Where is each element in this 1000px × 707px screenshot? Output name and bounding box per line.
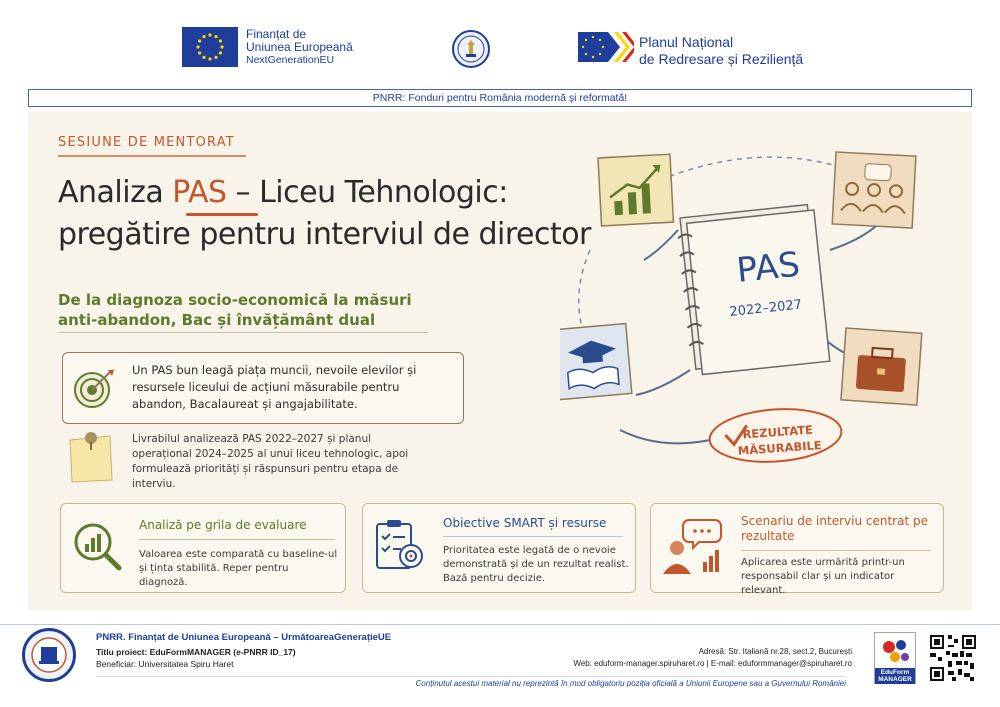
logo-label-line1: EduForm [880, 669, 910, 676]
pnrr-logo-icon [578, 30, 634, 64]
footer-project: Titlu proiect: EduFormMANAGER (e-PNRR ID_17) [96, 647, 296, 657]
title-highlight-underline [186, 213, 258, 216]
eu-line2: Uniunea Europeană [246, 40, 353, 54]
card-divider [139, 539, 335, 540]
title-line2: pregătire pentru interviul de director [58, 217, 591, 252]
person-speech-chart-icon [659, 516, 729, 578]
subtitle-line2: anti-abandon, Bac și învățământ dual [58, 311, 376, 329]
card-text: Valoarea este comparată cu baseline-ul și ținta stabilită. Reper pentru diagnoză. [139, 549, 338, 588]
romania-government-seal-icon [452, 30, 490, 68]
subtitle-line1: De la diagnoza socio-economică la măsuri [58, 291, 412, 309]
header-logos [0, 0, 1000, 86]
card-divider [741, 550, 931, 551]
target-icon [70, 364, 118, 412]
footer-beneficiary: Beneficiar: Universitatea Spiru Haret [96, 659, 234, 669]
card-title: Obiective SMART și resurse [443, 516, 607, 530]
pnrr-line1: Planul Național [639, 34, 734, 50]
kicker-underline [58, 155, 246, 157]
title-part1: Analiza [58, 175, 173, 210]
footer-disclaimer: Conținutul acestui material nu reprezintă în mod obligatoriu poziția oficială a Uniunii Europene sau a Guvernului României [96, 676, 846, 688]
page-title [58, 172, 591, 256]
eu-funding-text [246, 28, 353, 67]
subtitle-underline [58, 332, 428, 333]
logo-label-line2: MANAGER [878, 676, 912, 683]
magnifier-chart-icon [69, 518, 125, 574]
card-title: Scenariu de interviu centrat pe rezultate [741, 514, 928, 543]
eu-line1: Finanțat de [246, 27, 307, 41]
stamp-line2: MĂSURABILE [737, 438, 823, 458]
card-interview [650, 503, 944, 596]
pas-illustration [560, 140, 960, 480]
footer-divider [0, 624, 1000, 625]
card-title: Analiză pe grila de evaluare [139, 518, 307, 532]
footer-web: Web: eduform-manager.spiruharet.ro | E-mail: eduformmanager@spiruharet.ro [573, 659, 852, 668]
footer-address: Adresă: Str. Italiană nr.28, sect.2, București [698, 647, 852, 656]
pnrr-line2: de Redresare și Reziliență [639, 51, 804, 67]
card-text: Aplicarea este urmărită printr-un responsabil clar și un indicator relevant. [741, 557, 905, 596]
pnrr-text [639, 34, 803, 68]
card-divider [443, 536, 623, 537]
card-evaluation [60, 503, 346, 593]
title-line1 [58, 172, 591, 214]
card-smart [362, 503, 636, 593]
university-seal-icon [22, 628, 76, 682]
sticky-note-icon [64, 428, 118, 486]
session-kicker: SESIUNE DE MENTORAT [58, 135, 235, 150]
subtitle [58, 290, 478, 330]
stamp-line1: REZULTATE [742, 422, 814, 442]
eu-line3: NextGenerationEU [246, 54, 335, 66]
info-box-text: Un PAS bun leagă piața muncii, nevoile elevilor și resursele liceului de acțiuni măsurabile pentru abandon, Bacalaureat și angajabilitate. [132, 363, 417, 411]
title-highlight: PAS [172, 175, 227, 210]
book-years: 2022–2027 [728, 297, 803, 320]
checklist-target-icon [371, 516, 427, 576]
deliverable-text: Livrabilul analizează PAS 2022–2027 și planul operațional 2024–2025 al unui liceu tehnologic, apoi formulează priorități și răspunsuri pentru etapa de interviu. [132, 433, 409, 490]
card-text: Prioritatea este legată de o nevoie demonstrată și de un rezultat realist. Bază pentru decizie. [443, 545, 629, 584]
footer-funding-line: PNRR. Finanțat de Uniunea Europeană – UrmătoareaGenerațieUE [96, 632, 392, 643]
book-title: PAS [734, 244, 802, 291]
pnrr-banner: PNRR: Fonduri pentru România modernă și reformată! [28, 89, 972, 107]
qr-code-icon [928, 632, 978, 684]
eu-flag-icon [182, 27, 238, 67]
title-part2: – Liceu Tehnologic: [226, 175, 508, 210]
eduform-manager-label [875, 668, 915, 684]
